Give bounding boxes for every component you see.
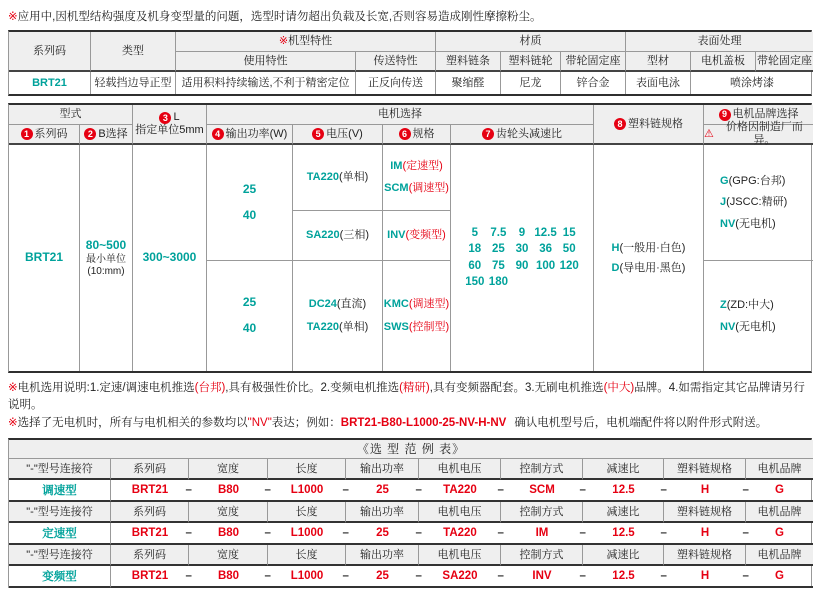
example-value: – H bbox=[664, 480, 746, 502]
motor-note-line2: ※选择了无电机时，所有与电机相关的参数均以"NV"表达；例如：BRT21-B80-L1000-25-NV-H-NV 确认电机型号后，电机端配件将以附件形式附送。 bbox=[8, 416, 768, 429]
spec-table bbox=[8, 30, 812, 96]
chain-spec-header: 8 塑料链规格 bbox=[594, 105, 704, 145]
example-value: – 12.5 bbox=[583, 480, 664, 502]
sprocket-header: 塑料链轮 bbox=[501, 52, 561, 72]
motor-group-header: 电机选择 bbox=[207, 105, 594, 125]
example-value: – H bbox=[664, 566, 746, 588]
example-value: – INV bbox=[501, 566, 583, 588]
dash-separator: – bbox=[742, 526, 749, 539]
example-table-title: 《选 型 范 例 表》 bbox=[9, 440, 813, 459]
usage-header: 使用特性 bbox=[176, 52, 356, 72]
dash-separator: – bbox=[579, 569, 586, 582]
note-mark: ※ bbox=[8, 11, 18, 23]
type-value: 轻载挡边导正型 bbox=[91, 72, 176, 94]
warning-icon: ⚠ bbox=[704, 127, 714, 140]
series-value: BRT21 bbox=[9, 145, 80, 371]
power-band2: 25 40 bbox=[242, 295, 257, 335]
dash-separator: – bbox=[415, 569, 422, 582]
model-group-header: 型式 bbox=[9, 105, 133, 125]
example-row-label: 定速型 bbox=[9, 523, 111, 545]
voltage-band2: DC24(直流) TA220(单相) bbox=[306, 298, 369, 333]
transfer-header: 传送特性 bbox=[356, 52, 436, 72]
feature-group-label: 机型特性 bbox=[288, 35, 333, 48]
example-value: – TA220 bbox=[419, 523, 501, 545]
brand-band2: Z(ZD:中大) NV(无电机) bbox=[720, 298, 776, 333]
power-col-header: 4 输出功率(W) bbox=[207, 125, 293, 145]
example-model-code: BRT21-B80-L1000-25-NV-H-NV bbox=[340, 416, 507, 429]
example-value: – 25 bbox=[346, 566, 419, 588]
dash-separator: – bbox=[415, 526, 422, 539]
width-col-header: 2 B选择 bbox=[80, 125, 133, 145]
dash-separator: – bbox=[415, 483, 422, 496]
transfer-value: 正反向传送 bbox=[356, 72, 436, 94]
dash-separator: – bbox=[264, 526, 271, 539]
circle-6-icon: 6 bbox=[399, 128, 411, 140]
example-value: – SCM bbox=[501, 480, 583, 502]
feature-group-header bbox=[176, 32, 436, 52]
feature-mark: ※ bbox=[278, 35, 289, 48]
voltage-column-cell bbox=[293, 145, 383, 371]
voltage-col-header: 5 电压(V) bbox=[293, 125, 383, 145]
dash-separator: – bbox=[660, 569, 667, 582]
sprocket-material-value: 尼龙 bbox=[501, 72, 561, 94]
example-value: – L1000 bbox=[268, 566, 346, 588]
brand-column-cell bbox=[704, 145, 813, 371]
length-header-sub: 指定单位5mm bbox=[135, 124, 204, 136]
circle-8-icon: 8 bbox=[614, 118, 626, 130]
dash-separator: – bbox=[185, 526, 192, 539]
chain-spec-cell: H(一般用·白色) D(导电用·黑色) bbox=[594, 145, 704, 371]
connector-header: "-"型号连接符 bbox=[9, 545, 111, 566]
length-range: 300~3000 bbox=[133, 145, 207, 371]
example-value: – B80 bbox=[189, 480, 268, 502]
dash-separator: – bbox=[742, 483, 749, 496]
usage-value: 适用积料持续输送,不利于精密定位 bbox=[176, 72, 356, 94]
ratio-col-header: 7 齿轮头减速比 bbox=[451, 125, 594, 145]
chain-material-value: 聚缩醛 bbox=[436, 72, 501, 94]
dash-separator: – bbox=[660, 483, 667, 496]
example-value: – G bbox=[746, 480, 813, 502]
dash-separator: – bbox=[742, 569, 749, 582]
spec-band2: KMC(调速型) SWS(控制型) bbox=[383, 298, 450, 333]
dash-separator: – bbox=[660, 526, 667, 539]
example-value: – 12.5 bbox=[583, 566, 664, 588]
type-header: 类型 bbox=[91, 32, 176, 72]
example-value: – L1000 bbox=[268, 480, 346, 502]
surface-group-header: 表面处理 bbox=[626, 32, 813, 52]
dash-separator: – bbox=[579, 483, 586, 496]
example-value: BRT21 bbox=[111, 566, 189, 588]
spec-col-header: 6 规格 bbox=[383, 125, 451, 145]
circle-4-icon: 4 bbox=[212, 128, 224, 140]
chain-header: 塑料链条 bbox=[436, 52, 501, 72]
example-value: – 25 bbox=[346, 480, 419, 502]
width-range: 80~500 bbox=[85, 237, 127, 252]
example-value: – SA220 bbox=[419, 566, 501, 588]
dash-separator: – bbox=[185, 569, 192, 582]
application-note-text: 应用中,因机型结构强度及机身变型量的问题，选型时请勿超出负载及长宽,否则容易造成刚性摩擦粉尘。 bbox=[17, 11, 542, 23]
dash-separator: – bbox=[497, 569, 504, 582]
pulley-material-value: 锌合金 bbox=[561, 72, 626, 94]
dash-separator: – bbox=[342, 526, 349, 539]
power-band1: 25 40 bbox=[207, 145, 292, 261]
dash-separator: – bbox=[264, 483, 271, 496]
example-value: – G bbox=[746, 523, 813, 545]
spec-column-cell bbox=[383, 145, 451, 371]
gear-ratio-list: 5 7.5 9 12.5 15 18 25 30 36 50 60 75 90 100 120 150 180 bbox=[465, 227, 579, 288]
connector-header: "-"型号连接符 bbox=[9, 502, 111, 523]
example-value: BRT21 bbox=[111, 480, 189, 502]
pulley-seat-header: 带轮固定座 bbox=[561, 52, 626, 72]
example-table: 《选 型 范 例 表》 "-"型号连接符 系列码 宽度 长度 输出功率 电机电压 控制方式 减速比 塑料链规格 电机品牌 调速型 BRT21 – B80 – L1000 – 25 – TA220 – SCM – 12.5 – H – G "-"型号连接符 系列码 宽度 长度 输出功率 电机电压 控制方式 减速比 塑料链规格 电机品牌 定速型 BRT21 – B80 – L1000 – 25 – TA220 – IM – 12.5 – H – G "-"型号连接符 系列码 宽度 长度 输出功率 电机电压 控制方式 减速比 塑料链规格 电机品牌 变频型 BRT21 – B80 – L1000 – 25 – SA220 – INV – 12.5 – H – G bbox=[8, 438, 812, 588]
connector-header: "-"型号连接符 bbox=[9, 459, 111, 480]
motor-brand-header: 9 电机品牌选择 bbox=[704, 105, 813, 125]
brand-price-note: ⚠ 价格因制造厂而异。 bbox=[704, 125, 813, 145]
profile-surface-value: 表面电泳 bbox=[626, 72, 691, 94]
example-value: – 12.5 bbox=[583, 523, 664, 545]
series-col-header: 1 系列码 bbox=[9, 125, 80, 145]
motor-notes bbox=[8, 373, 812, 438]
length-header: 3 L 指定单位5mm bbox=[133, 105, 207, 145]
example-value: – B80 bbox=[189, 523, 268, 545]
spec-im-scm: IM(定速型) SCM(调速型) bbox=[383, 145, 450, 211]
example-value: – B80 bbox=[189, 566, 268, 588]
dash-separator: – bbox=[579, 526, 586, 539]
material-group-header: 材质 bbox=[436, 32, 626, 52]
dash-separator: – bbox=[342, 569, 349, 582]
application-note bbox=[8, 5, 812, 30]
gear-ratio-cell bbox=[451, 145, 594, 371]
selection-table bbox=[8, 103, 812, 373]
example-row-label: 变频型 bbox=[9, 566, 111, 588]
profile-header: 型材 bbox=[626, 52, 691, 72]
circle-5-icon: 5 bbox=[312, 128, 324, 140]
motor-cover-header: 电机盖板 bbox=[691, 52, 756, 72]
dash-separator: – bbox=[185, 483, 192, 496]
series-code-value: BRT21 bbox=[9, 72, 91, 94]
dash-separator: – bbox=[497, 526, 504, 539]
circle-1-icon: 1 bbox=[21, 128, 33, 140]
pulley-seat2-header: 带轮固定座 bbox=[756, 52, 813, 72]
dash-separator: – bbox=[497, 483, 504, 496]
example-row-label: 调速型 bbox=[9, 480, 111, 502]
example-value: – L1000 bbox=[268, 523, 346, 545]
example-value: BRT21 bbox=[111, 523, 189, 545]
circle-7-icon: 7 bbox=[482, 128, 494, 140]
brand-band1: G(GPG:台邦) J(JSCC:精研) NV(无电机) bbox=[704, 145, 813, 261]
power-column-cell bbox=[207, 145, 293, 371]
circle-2-icon: 2 bbox=[84, 128, 96, 140]
circle-3-icon: 3 bbox=[159, 112, 171, 124]
example-value: – TA220 bbox=[419, 480, 501, 502]
width-range-cell bbox=[80, 145, 133, 371]
example-value: – G bbox=[746, 566, 813, 588]
width-min-unit: 最小单位 bbox=[86, 254, 126, 266]
dash-separator: – bbox=[264, 569, 271, 582]
spec-inv: INV(变频型) bbox=[387, 229, 446, 242]
example-value: – IM bbox=[501, 523, 583, 545]
circle-9-icon: 9 bbox=[719, 109, 731, 121]
example-value: – 25 bbox=[346, 523, 419, 545]
width-min-unit-value: (10:mm) bbox=[87, 265, 125, 277]
voltage-sa220: SA220(三相) bbox=[306, 229, 369, 242]
series-code-header: 系列码 bbox=[9, 32, 91, 72]
example-value: – H bbox=[664, 523, 746, 545]
paint-surface-value: 喷涂烤漆 bbox=[730, 76, 774, 89]
dash-separator: – bbox=[342, 483, 349, 496]
voltage-ta220: TA220(单相) bbox=[293, 145, 382, 211]
motor-note-line1: ※电机选用说明:1.定速/调速电机推选(台邦),具有极强性价比。2.变频电机推选(精研),具有变频器配套。3.无刷电机推选(中大)品牌。4.如需指定其它品牌请另行说明。 bbox=[8, 382, 805, 412]
